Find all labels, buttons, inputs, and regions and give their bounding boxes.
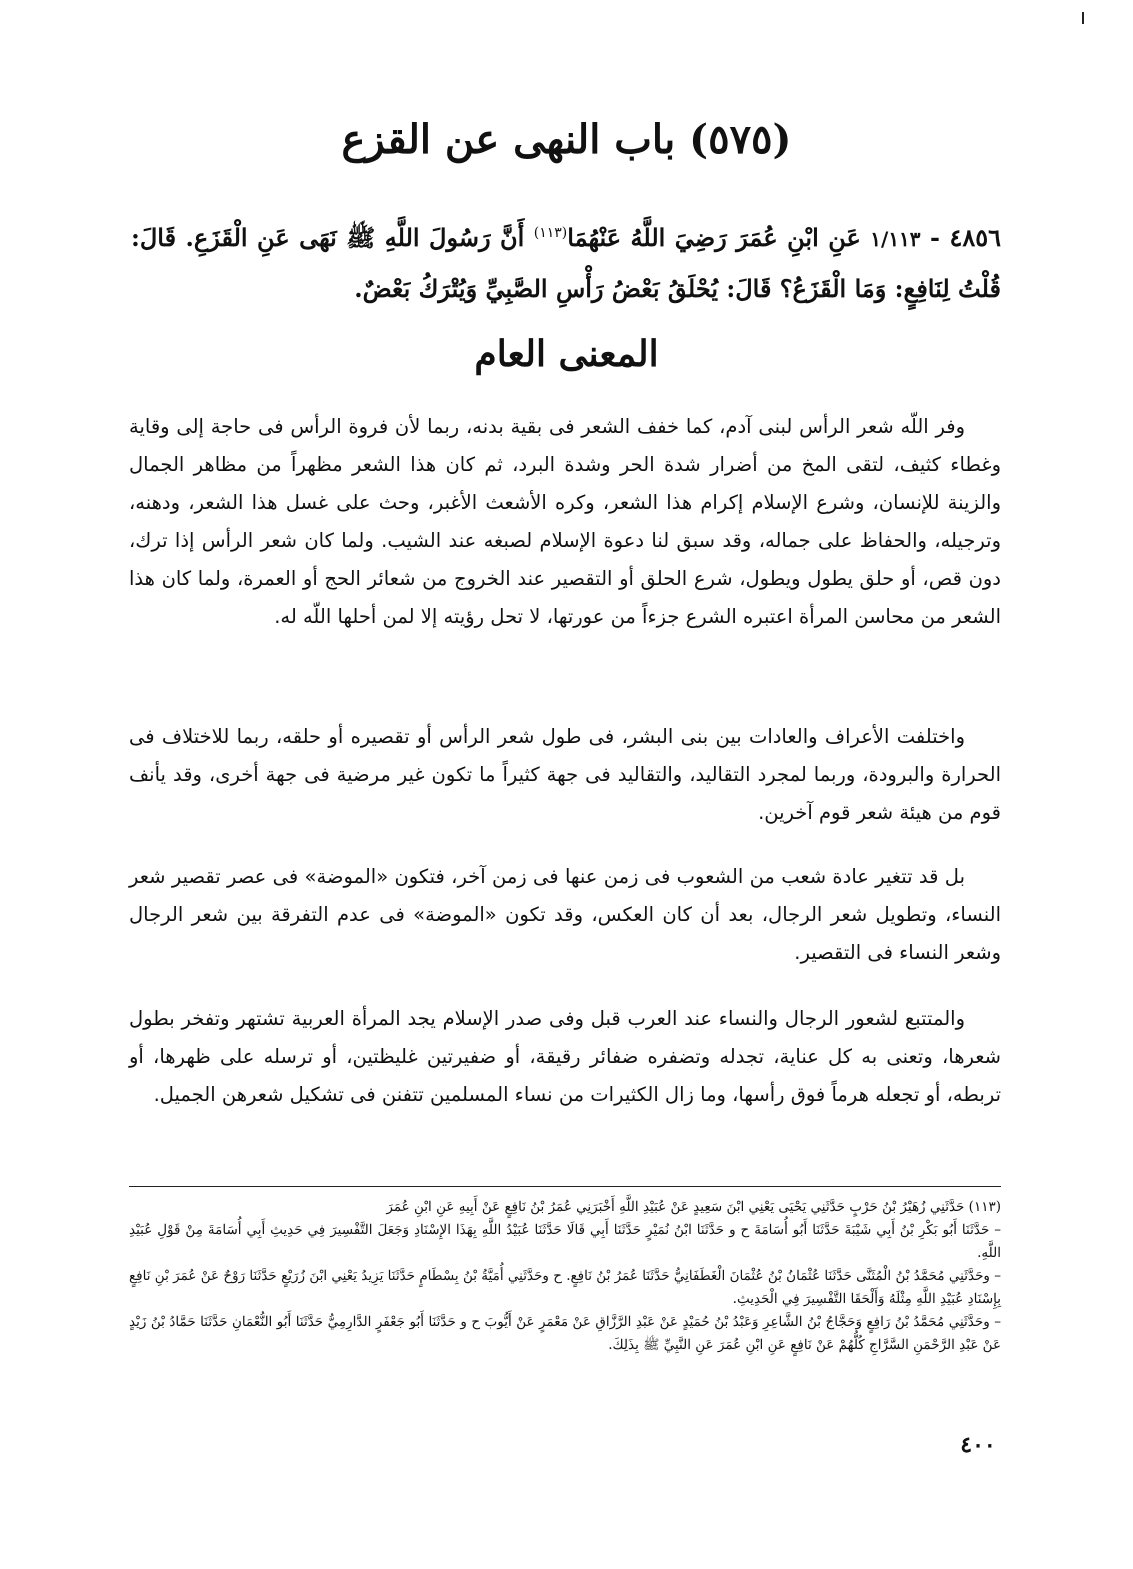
footnote-reference: (١١٣) xyxy=(533,225,568,241)
chapter-title: (٥٧٥) باب النهى عن القزع xyxy=(341,116,792,163)
hadith-sub-number: ١/١١٣ xyxy=(870,227,921,251)
hadith-block xyxy=(131,208,1001,314)
footnote-line: (١١٣) حَدَّثَنِي زُهَيْرُ بْنُ حَرْبٍ حَدَّثَنِي يَحْيَى يَعْنِي ابْنَ سَعِيدٍ عَنْ عُبَيْدِ اللَّهِ أَخْبَرَنِي عُمَرُ بْنُ نَافِعٍ عَنْ أَبِيهِ عَنِ ابْنِ عُمَرَ xyxy=(386,1199,1001,1215)
hadith-number: ٤٨٥٦ - xyxy=(930,223,1001,252)
footnote-line: – حَدَّثَنَا أَبُو بَكْرِ بْنُ أَبِي شَيْبَةَ حَدَّثَنَا أَبُو أُسَامَةَ ح و حَدَّثَنَا ابْنُ نُمَيْرٍ حَدَّثَنَا أَبِي قَالَا حَدَّثَنَا عُبَيْدُ اللَّهِ بِهَذَا الإِسْنَادِ وَجَعَلَ التَّفْسِيرَ فِي حَدِيثِ أَبِي أُسَامَةَ مِنْ قَوْلِ عُبَيْدِ اللَّهِ. xyxy=(129,1222,1001,1261)
hadith-text: أَنَّ رَسُولَ اللَّهِ ﷺ نَهَى عَنِ الْقَزَعِ. قَالَ: قُلْتُ لِنَافِعٍ: وَمَا الْقَزَعُ؟ قَالَ: يُحْلَقُ بَعْضُ رَأْسِ الصَّبِيِّ وَيُتْرَكُ بَعْضٌ. xyxy=(131,223,1001,303)
hadith-narrator: عَنِ ابْنِ عُمَرَ رَضِيَ اللَّهُ عَنْهُمَا xyxy=(567,223,861,252)
page-number: ٤٠٠ xyxy=(960,1432,996,1458)
scan-mark xyxy=(1082,12,1090,24)
footnotes xyxy=(129,1196,1001,1357)
paragraph: والمتتبع لشعور الرجال والنساء عند العرب قبل وفى صدر الإسلام يجد المرأة العربية تشتهر وتفخر بطول شعرها، وتعنى به كل عناية، تجدله وتضفره ضفائر رقيقة، أو ضفيرتين غليظتين، أو ترسله على ظهرها، أو تربطه، أو تجعله هرماً فوق رأسها، وما زال الكثيرات من نساء المسلمين تتفنن فى تشكيل شعرهن الجميل. xyxy=(129,1007,1001,1106)
paragraph: وفر اللّه شعر الرأس لبنى آدم، كما خفف الشعر فى بقية بدنه، ربما لأن فروة الرأس فى حاجة إلى وقاية وغطاء كثيف، لتقى المخ من أضرار شدة الحر وشدة البرد، ثم كان هذا الشعر مظهراً من مظاهر الجمال والزينة للإنسان، وشرع الإسلام إكرام هذا الشعر، وكره الأشعث الأغبر، وحث على غسل هذا الشعر، ودهنه، وترجيله، والحفاظ على جماله، وقد سبق لنا دعوة الإسلام لصبغه عند الشيب. ولما كان شعر الرأس إذا ترك، دون قص، أو حلق يطول ويطول، شرع الحلق أو التقصير عند الخروج من شعائر الحج أو العمرة، ولما كان هذا الشعر من محاسن المرأة اعتبره الشرع جزءاً من عورتها، لا تحل رؤيته إلا لمن أحلها اللّه له. xyxy=(129,415,1001,628)
footnote-divider xyxy=(129,1186,1001,1187)
paragraph: واختلفت الأعراف والعادات بين بنى البشر، فى طول شعر الرأس أو تقصيره أو حلقه، ربما للاختلاف فى الحرارة والبرودة، وربما لمجرد التقاليد، والتقاليد فى جهة كثيراً ما تكون غير مرضية فى جهة أخرى، وقد يأنف قوم من هيئة شعر قوم آخرين. xyxy=(129,725,1001,824)
footnote-line: – وحَدَّثَنِي مُحَمَّدُ بْنُ رَافِعٍ وَحَجَّاجُ بْنُ الشَّاعِرِ وَعَبْدُ بْنُ حُمَيْدٍ عَنْ عَبْدِ الرَّزَّاقِ عَنْ مَعْمَرٍ عَنْ أَيُّوبَ ح و حَدَّثَنَا أَبُو جَعْفَرٍ الدَّارِمِيُّ حَدَّثَنَا أَبُو النُّعْمَانِ حَدَّثَنَا حَمَّادُ بْنُ زَيْدٍ عَنْ عَبْدِ الرَّحْمَنِ السَّرَّاجِ كُلُّهُمْ عَنْ نَافِعٍ عَنِ ابْنِ عُمَرَ عَنِ النَّبِيِّ ﷺ بِذَلِكَ. xyxy=(129,1314,1001,1353)
section-title: المعنى العام xyxy=(474,333,659,375)
footnote-line: – وحَدَّثَنِي مُحَمَّدُ بْنُ الْمُثَنَّى حَدَّثَنَا عُثْمَانُ بْنُ عُثْمَانَ الْغَطَفَانِيُّ حَدَّثَنَا عُمَرُ بْنُ نَافِعٍ. ح وحَدَّثَنِي أُمَيَّةُ بْنُ بِسْطَامٍ حَدَّثَنَا يَزِيدُ يَعْنِي ابْنَ زُرَيْعٍ حَدَّثَنَا رَوْحٌ عَنْ عُمَرَ بْنِ نَافِعٍ بِإِسْنَادِ عُبَيْدِ اللَّهِ مِثْلَهُ وَأَلْحَقَا التَّفْسِيرَ فِي الْحَدِيثِ. xyxy=(129,1268,1001,1307)
paragraph: بل قد تتغير عادة شعب من الشعوب فى زمن عنها فى زمن آخر، فتكون «الموضة» فى عصر تقصير شعر النساء، وتطويل شعر الرجال، بعد أن كان العكس، وقد تكون «الموضة» فى عدم التفرقة بين شعر الرجال وشعر النساء فى التقصير. xyxy=(129,865,1001,964)
